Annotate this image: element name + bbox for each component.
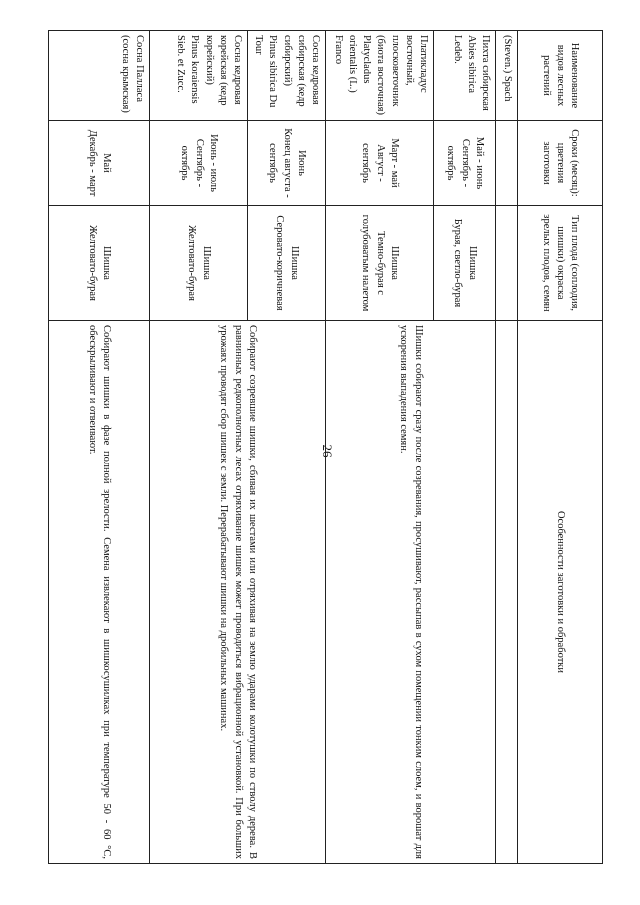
name-line: Pinus koraiensis xyxy=(189,35,201,104)
fruit-line: голубоватым налетом xyxy=(360,214,372,312)
cell-fruit xyxy=(496,206,518,321)
name-line: Сосна кедровая xyxy=(232,35,243,105)
name-line: сибирский) xyxy=(281,35,293,86)
cell-fruit xyxy=(248,206,326,321)
dates-line: октябрь xyxy=(179,145,191,181)
dates-line: Сентябрь - xyxy=(193,138,205,188)
fruit-line: Шишка xyxy=(388,246,400,280)
dates-line: Сентябрь - xyxy=(459,138,471,188)
dates-line: Июнь xyxy=(295,150,307,176)
name-line: Сосна Палласа xyxy=(134,35,145,103)
fruit-line: Шишка xyxy=(200,246,212,280)
table-row xyxy=(496,31,518,864)
dates-line: Май - июнь xyxy=(473,136,485,190)
fruit-line: Шишка xyxy=(288,246,300,280)
cell-dates xyxy=(496,121,518,206)
table-row xyxy=(49,31,150,864)
name-line: Franco xyxy=(332,35,344,65)
table-row xyxy=(248,31,326,864)
seed-harvest-table xyxy=(48,30,603,864)
cell-dates xyxy=(248,121,326,206)
fruit-line: Серовато-коричневая xyxy=(274,215,286,311)
fruit-line: Шишка xyxy=(466,246,478,280)
name-line: Abies sibirica xyxy=(465,35,477,94)
name-line: Пихта сибирская xyxy=(480,35,491,111)
table-header-row xyxy=(518,31,603,864)
cell-name xyxy=(326,31,434,121)
name-line: Платикладус xyxy=(418,35,429,93)
name-line: Platycladus xyxy=(361,35,373,84)
name-line: Sieb. et Zucc. xyxy=(175,35,187,93)
dates-line: Май xyxy=(101,153,113,173)
cell-dates xyxy=(150,121,248,206)
name-line: (биота восточная) xyxy=(375,35,387,115)
name-line: Сосна кедровая xyxy=(310,35,321,105)
fruit-line: Бурая, светло-бурая xyxy=(452,218,464,308)
cell-name xyxy=(49,31,150,121)
cell-features: Собирают шишки в фазе полной зрелости. Семена извлекают в шишкосушилках при температуре 50 - 60 °С, обескрыливают и отвеивают. xyxy=(49,321,150,864)
cell-name xyxy=(248,31,326,121)
dates-line: Март - май xyxy=(388,138,400,188)
header-features: Особенности заготовки и обработки xyxy=(518,321,603,864)
cell-name xyxy=(496,31,518,121)
dates-line: Июнь - июль xyxy=(207,134,219,192)
fruit-line: Темно-бурая с xyxy=(374,231,386,295)
cell-features xyxy=(496,321,518,864)
header-fruit: Тип плода (соплодия, шишки) окраска зрелых плодов, семян xyxy=(518,206,603,321)
dates-line: сентябрь xyxy=(267,143,279,183)
fruit-line: Желтовато-бурая xyxy=(186,225,198,301)
dates-line: октябрь xyxy=(445,145,457,181)
cell-fruit xyxy=(326,206,434,321)
name-line: Tour xyxy=(253,35,265,55)
dates-line: Конец августа - xyxy=(281,128,293,198)
cell-dates xyxy=(326,121,434,206)
name-line: (сосна крымская) xyxy=(119,35,131,113)
fruit-line: Шишка xyxy=(101,246,113,280)
name-line: корейский) xyxy=(203,35,215,85)
fruit-line: Желтовато-бурая xyxy=(87,225,98,301)
header-name: Наименование видов лесных растений xyxy=(518,31,603,121)
rotated-table-container xyxy=(48,30,603,864)
cell-features: Шишки собирают сразу после созревания, просушивают, рассыпав в сухом помещении тонким слоем, и ворошат для ускорения выпадения семян. xyxy=(326,321,496,864)
cell-features: Собирают созревшие шишки, сбивая их шестами или отряхивая на землю ударами колотушки по стволу дерева. В равнинных редкополнотных лесах отряхивание шишек может проводиться вибрационной установкой. При больших урожаях проводят сбор шишек с земли. Перерабатывают шишки на дробильных машинах. xyxy=(150,321,326,864)
name-line: Pinus sibirica Du xyxy=(267,35,279,108)
cell-name xyxy=(150,31,248,121)
page-number: 26 xyxy=(320,444,335,458)
name-line: плосковеточник xyxy=(389,35,401,107)
name-line: (Steven.) Spach xyxy=(502,35,513,102)
name-line: Ledeb. xyxy=(451,35,463,64)
cell-name xyxy=(434,31,496,121)
cell-fruit xyxy=(434,206,496,321)
name-line: корейская (кедр xyxy=(217,35,229,106)
table-row xyxy=(434,31,496,864)
name-line: восточный, xyxy=(403,35,415,86)
name-line: orientalis (L.) xyxy=(347,35,359,93)
dates-line: Август - сентябрь xyxy=(360,143,386,183)
cell-dates xyxy=(49,121,150,206)
header-dates: Сроки (месяц): цветения заготовки xyxy=(518,121,603,206)
cell-fruit xyxy=(49,206,150,321)
cell-fruit xyxy=(150,206,248,321)
dates-line: Декабрь - март xyxy=(87,129,98,197)
cell-dates xyxy=(434,121,496,206)
name-line: сибирская (кедр xyxy=(295,35,307,107)
